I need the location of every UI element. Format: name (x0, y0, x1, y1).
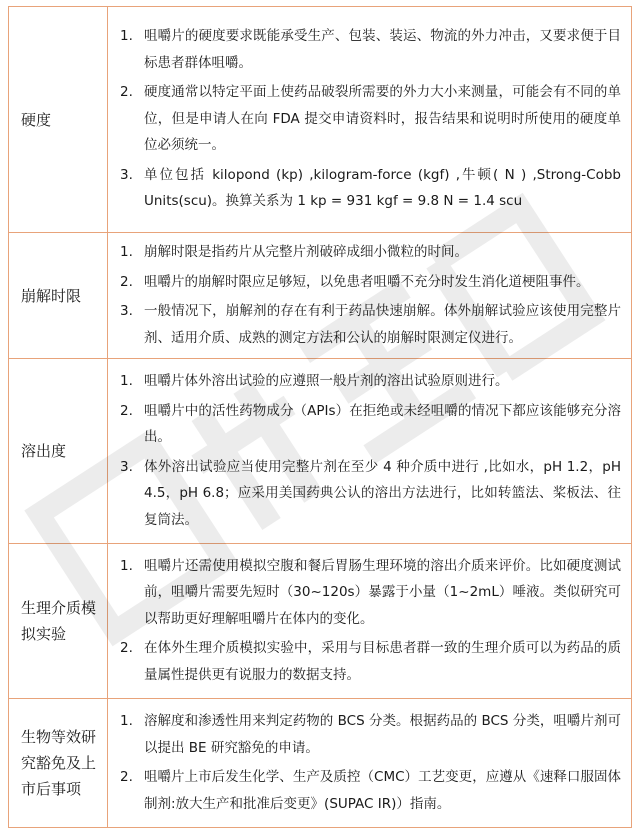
list-item (114, 23, 621, 76)
item-number: 1. (120, 373, 133, 389)
numbered-list (114, 553, 621, 689)
item-text: 单位包括 kilopond (kp) ,kilogram-force (kgf) ,牛顿( N ) ,Strong-Cobb Units(scu)。换算关系为 1 kp = 931 kgf = 9.8 N = 1.4 scu (144, 166, 621, 210)
item-text: 体外溶出试验应当使用完整片剂在至少 4 种介质中进行 ,比如水，pH 1.2，pH 4.5，pH 6.8；应采用美国药典公认的溶出方法进行，比如转篮法、桨板法、往复筒法。 (144, 458, 621, 528)
item-number: 1. (120, 713, 133, 729)
item-text: 咀嚼片中的活性药物成分（APIs）在拒绝或未经咀嚼的情况下都应该能够充分溶出。 (144, 402, 621, 445)
list-item (114, 708, 621, 761)
row-topic: 生物等效研究豁免及上市后事项 (9, 699, 108, 828)
row-topic: 生理介质模拟实验 (9, 544, 108, 699)
numbered-list (114, 239, 621, 351)
item-number: 2. (120, 273, 133, 290)
item-number: 1. (120, 28, 133, 45)
table-row (9, 359, 632, 544)
list-item (114, 368, 621, 395)
list-item (114, 239, 621, 266)
list-item (114, 398, 621, 451)
numbered-list (114, 368, 621, 533)
item-number: 2. (120, 84, 133, 101)
row-content (108, 7, 632, 233)
spec-table-body (9, 7, 632, 828)
table-row (9, 233, 632, 359)
item-text: 咀嚼片体外溶出试验的应遵照一般片剂的溶出试验原则进行。 (144, 373, 509, 389)
list-item (114, 454, 621, 534)
table-row (9, 7, 632, 233)
item-number: 3. (120, 303, 133, 319)
row-content (108, 359, 632, 544)
row-topic: 溶出度 (9, 359, 108, 544)
table-row (9, 699, 632, 828)
item-text: 在体外生理介质模拟实验中，采用与目标患者群一致的生理介质可以为药品的质量属性提供更有说服力的数据支持。 (144, 640, 621, 683)
item-number: 2. (120, 769, 133, 785)
list-item (114, 553, 621, 633)
spec-table (8, 6, 632, 828)
item-number: 2. (120, 640, 133, 657)
list-item (114, 79, 621, 159)
list-item (114, 635, 621, 688)
list-item (114, 298, 621, 351)
row-content (108, 699, 632, 828)
numbered-list (114, 708, 621, 817)
item-text: 一般情况下，崩解剂的存在有利于药品快速崩解。体外崩解试验应该使用完整片剂、适用介质、成熟的测定方法和公认的崩解时限测定仪进行。 (144, 303, 621, 346)
list-item (114, 162, 621, 215)
row-content (108, 233, 632, 359)
item-number: 1. (120, 557, 133, 574)
item-text: 咀嚼片还需使用模拟空腹和餐后胃肠生理环境的溶出介质来评价。比如硬度测试前，咀嚼片需要先短时（30~120s）暴露于小量（1~2mL）唾液。类似研究可以帮助更好理解咀嚼片在体内的变化。 (144, 557, 621, 627)
numbered-list (114, 23, 621, 215)
item-text: 溶解度和渗透性用来判定药物的 BCS 分类。根据药品的 BCS 分类，咀嚼片剂可以提出 BE 研究豁免的申请。 (144, 713, 621, 756)
item-text: 咀嚼片的崩解时限应足够短，以免患者咀嚼不充分时发生消化道梗阻事件。 (144, 273, 590, 290)
list-item (114, 764, 621, 817)
row-content (108, 544, 632, 699)
item-text: 崩解时限是指药片从完整片剂破碎成细小微粒的时间。 (144, 244, 468, 260)
item-text: 咀嚼片的硬度要求既能承受生产、包装、装运、物流的外力冲击，又要求便于目标患者群体咀嚼。 (144, 28, 621, 71)
item-number: 3. (120, 166, 133, 183)
item-text: 咀嚼片上市后发生化学、生产及质控（CMC）工艺变更，应遵从《速释口服固体制剂:放大生产和批准后变更》(SUPAC IR)）指南。 (144, 769, 621, 812)
list-item (114, 269, 621, 296)
row-topic: 崩解时限 (9, 233, 108, 359)
item-number: 3. (120, 458, 133, 475)
item-text: 硬度通常以特定平面上使药品破裂所需要的外力大小来测量，可能会有不同的单位，但是申请人在向 FDA 提交申请资料时，报告结果和说明时所使用的硬度单位必须统一。 (144, 84, 621, 154)
item-number: 2. (120, 402, 133, 419)
table-row (9, 544, 632, 699)
row-topic: 硬度 (9, 7, 108, 233)
item-number: 1. (120, 244, 133, 260)
